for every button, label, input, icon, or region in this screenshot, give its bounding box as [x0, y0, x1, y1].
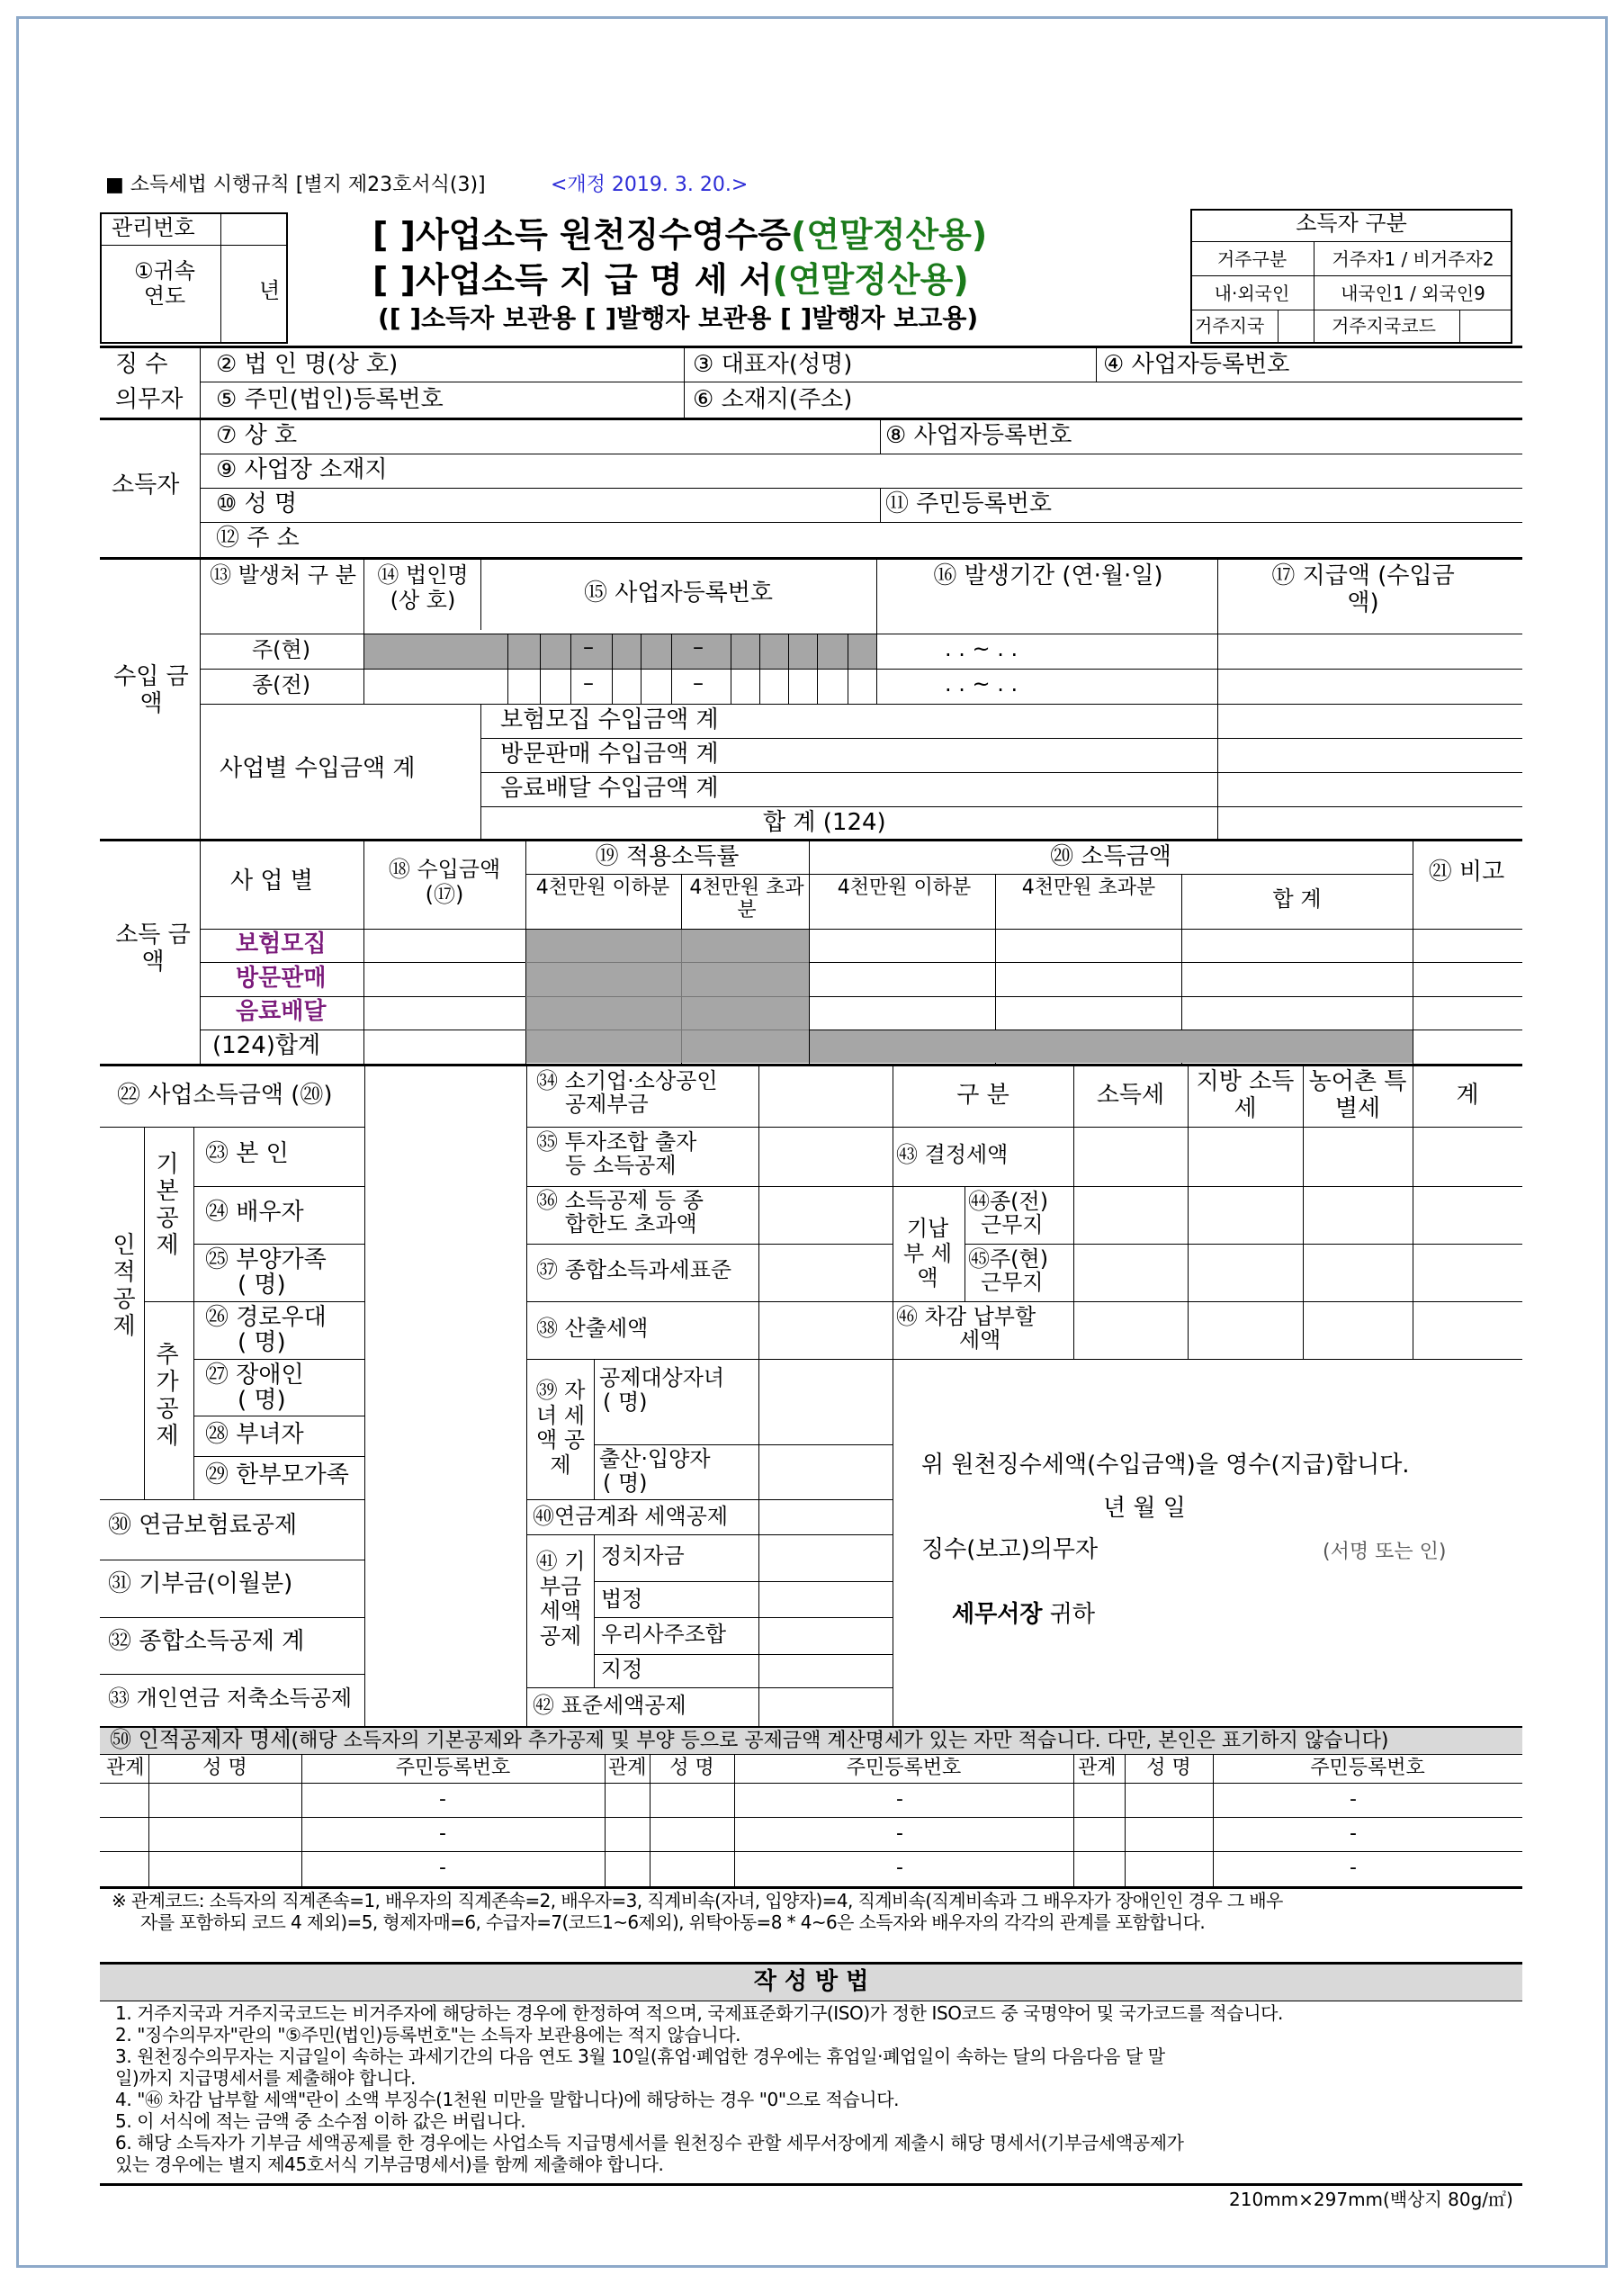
code-note-2: 자를 포함하되 코드 4 제외)=5, 형제자매=6, 수급자=7(코드1~6제외), 위탁아동=8 * 4~6은 소득자와 배우자의 각각의 관계를 포함합니다. [140, 1911, 1206, 1933]
h-local-tax: 지방 소득세 [1196, 1068, 1295, 1122]
instr-3b: 일)까지 지급명세서를 제출해야 합니다. [115, 2067, 416, 2089]
f25b: ( 명) [238, 1272, 286, 1299]
h21: ㉑ 비고 [1428, 859, 1505, 886]
h-division: 구 분 [956, 1082, 1009, 1109]
instr-3: 3. 원천징수의무자는 지급일이 속하는 과세기간의 다음 연도 3월 10일(휴업·폐업한 경우에는 휴업일·폐업일이 속하는 달의 다음다음 달 말 [115, 2046, 1165, 2067]
f26b: ( 명) [238, 1329, 286, 1356]
receipt-statement: 위 원천징수세액(수입금액)을 영수(지급)합니다. [921, 1452, 1410, 1479]
dep-rel-3: 관계 [1078, 1757, 1117, 1779]
receipt-date: 년 월 일 [1103, 1495, 1186, 1522]
sub-d: 4천만원 초과분 [1021, 877, 1156, 899]
subtotal-beverage: 음료배달 수입금액 계 [500, 775, 719, 802]
payer-address-label: ⑥ 소재지(주소) [693, 386, 853, 413]
basic-deduction-label: 기본공제 [156, 1151, 179, 1259]
extra-deduction-label: 추가공제 [156, 1342, 179, 1450]
sub-e: 합 계 [1272, 886, 1322, 912]
payer-bizreg-label: ④ 사업자등록번호 [1103, 351, 1290, 378]
f42: ㊷ 표준세액공제 [533, 1693, 686, 1718]
f33: ㉝ 개인연금 저축소득공제 [108, 1686, 353, 1711]
earner-type-title: 소득자 구분 [1296, 211, 1407, 236]
title-line2: [ ]사업소득 지 급 명 세 서(연말정산용) [372, 260, 969, 300]
f41d: 지정 [601, 1657, 643, 1682]
sub-a: 4천만원 이하분 [535, 877, 670, 899]
dep-rel-1: 관계 [106, 1757, 145, 1779]
representative-label: ③ 대표자(성명) [693, 351, 853, 378]
dep-name-2: 성 명 [669, 1757, 714, 1779]
dep-id-3: 주민등록번호 [1310, 1757, 1425, 1779]
instr-4: 4. "㊻ 차감 납부할 세액"란이 소액 부징수(1천원 미만을 말합니다)에 해당하는 경우 "0"으로 적습니다. [115, 2089, 900, 2110]
period-prev: . . ~ . . [945, 671, 1018, 697]
f45a: ㊺주(현) [968, 1246, 1049, 1272]
f36a: ㊱ 소득공제 등 종 [536, 1188, 704, 1213]
dep-dash-1-1: - [439, 1788, 446, 1811]
instr-2: 2. "징수의무자"란의 "⑤주민(법인)등록번호"는 소득자 보관용에는 적지 않습니다. [115, 2024, 741, 2046]
row-insurance: 보험모집 [236, 931, 327, 958]
dep-dash-3-2: - [896, 1857, 903, 1879]
row-previous: 종(전) [252, 672, 311, 697]
dependents-title-row: ㊿ 인적공제자 명세(해당 소득자의 기본공제와 추가공제 및 부양 등으로 공제금액 계산명세가 있는 자만 적습니다. 다만, 본인은 표기하지 않습니다) [110, 1727, 1389, 1752]
period-cur: . . ~ . . [945, 636, 1018, 661]
country-label: 거주지국 [1195, 315, 1265, 337]
dep-dash-1-2: - [896, 1788, 903, 1811]
h-total: 계 [1456, 1082, 1479, 1109]
f44a: ㊹종(전) [968, 1189, 1049, 1214]
tax-office: 세무서장 귀하 [952, 1601, 1095, 1628]
h16: ⑯ 발생기간 (연·월·일) [933, 562, 1163, 589]
f32: ㉜ 종합소득공제 계 [108, 1628, 305, 1655]
receipt-sign: (서명 또는 인) [1323, 1541, 1447, 1563]
dep-dash-3-1: - [439, 1857, 446, 1879]
instructions-title: 작 성 방 법 [753, 1968, 869, 1995]
f31: ㉛ 기부금(이월분) [108, 1570, 293, 1597]
earner-id-label: ⑪ 주민등록번호 [885, 490, 1052, 517]
f39: ㊴ 자녀 세액 공제 [535, 1378, 586, 1478]
title-line1: [ ]사업소득 원천징수영수증(연말정산용) [372, 215, 988, 255]
title-line3: ([ ]소득자 보관용 [ ]발행자 보관용 [ ]발행자 보고용) [378, 303, 979, 333]
residency-value: 거주자1 / 비거주자2 [1332, 248, 1494, 270]
h17: ⑰ 지급액 (수입금액) [1271, 562, 1455, 616]
h-income-tax: 소득세 [1096, 1082, 1165, 1109]
dash-prev-1: – [583, 670, 594, 696]
year-label: ①귀속 연도 [134, 258, 195, 309]
f29: ㉙ 한부모가족 [205, 1461, 349, 1488]
form-rule: ■ 소득세법 시행규칙 [별지 제23호서식(3)] [105, 174, 486, 196]
row-beverage: 음료배달 [236, 998, 327, 1025]
f40: ㊵연금계좌 세액공제 [533, 1504, 729, 1529]
paper-spec: 210mm×297mm(백상지 80g/㎡) [1229, 2189, 1513, 2210]
h13: ⑬ 발생처 구 분 [210, 562, 356, 588]
instr-6b: 있는 경우에는 별지 제45호서식 기부금명세서)를 함께 제출해야 합니다. [115, 2154, 664, 2175]
subtotal-insurance: 보험모집 수입금액 계 [500, 706, 719, 733]
f41: ㊶ 기부금 세액 공제 [535, 1549, 586, 1649]
f27b: ( 명) [238, 1387, 286, 1414]
biz-total-label: 사업별 수입금액 계 [220, 755, 416, 782]
mgmt-no-label: 관리번호 [112, 215, 195, 240]
dep-dash-3-3: - [1350, 1857, 1357, 1879]
dep-dash-2-3: - [1350, 1822, 1357, 1845]
f41b: 법정 [601, 1587, 643, 1612]
h-biz: 사 업 별 [230, 868, 313, 895]
f39a: 공제대상자녀 [599, 1365, 725, 1390]
h15: ⑮ 사업자등록번호 [583, 580, 774, 607]
year-unit: 년 [259, 278, 281, 303]
f41a: 정치자금 [601, 1543, 685, 1569]
f25a: ㉕ 부양가족 [205, 1246, 327, 1273]
sub-c: 4천만원 이하분 [837, 877, 972, 899]
f44b: 근무지 [981, 1212, 1044, 1237]
dep-id-2: 주민등록번호 [846, 1757, 962, 1779]
f38: ㊳ 산출세액 [536, 1316, 649, 1341]
earner-address-label: ⑫ 주 소 [216, 525, 300, 552]
dep-name-3: 성 명 [1146, 1757, 1191, 1779]
f23: ㉓ 본 인 [205, 1140, 289, 1167]
dep-dash-1-3: - [1350, 1788, 1357, 1811]
payer-id-label: ⑤ 주민(법인)등록번호 [216, 386, 444, 413]
dash-cur-2: – [693, 634, 704, 660]
h14: ⑭ 법인명 (상 호) [377, 562, 469, 613]
instr-6: 6. 해당 소득자가 기부금 세액공제를 한 경우에는 사업소득 지급명세서를 원천징수 관할 세무서장에게 제출시 해당 명세서(기부금세액공제가 [115, 2132, 1184, 2154]
dep-id-1: 주민등록번호 [395, 1757, 511, 1779]
row-current: 주(현) [252, 637, 311, 662]
f46b: 세액 [959, 1327, 1001, 1353]
income-label: 수입 금액 [113, 663, 189, 717]
subtotal-door: 방문판매 수입금액 계 [500, 741, 719, 768]
f39c: 출산·입양자 [599, 1446, 711, 1471]
dep-dash-2-2: - [896, 1822, 903, 1845]
earner-name-label: ⑩ 성 명 [216, 490, 298, 517]
dep-name-1: 성 명 [202, 1757, 247, 1779]
sub-b: 4천만원 초과분 [689, 877, 804, 922]
f24: ㉔ 배우자 [205, 1199, 304, 1226]
f45b: 근무지 [981, 1270, 1044, 1295]
f46a: ㊻ 차감 납부할 [896, 1304, 1036, 1329]
instr-1: 1. 거주지국과 거주지국코드는 비거주자에 해당하는 경우에 한정하여 적으며, 국제표준화기구(ISO)가 정한 ISO코드 중 국명약어 및 국가코드를 적습니다. [115, 2002, 1283, 2024]
f39b: ( 명) [603, 1389, 648, 1415]
f39d: ( 명) [603, 1470, 648, 1496]
personal-deduction-label: 인 적 공 제 [112, 1232, 136, 1340]
payer-label-1: 징 수 [115, 351, 168, 378]
f43: ㊸ 결정세액 [896, 1142, 1009, 1167]
nationality-value: 내국인1 / 외국인9 [1341, 283, 1485, 304]
f41c: 우리사주조합 [601, 1622, 727, 1647]
prepaid-label: 기납부 세액 [903, 1216, 952, 1291]
f26a: ㉖ 경로우대 [205, 1304, 327, 1331]
h-rural-tax: 농어촌 특별세 [1308, 1068, 1407, 1122]
dep-rel-2: 관계 [608, 1757, 647, 1779]
row-door-sales: 방문판매 [236, 965, 327, 992]
dep-dash-2-1: - [439, 1822, 446, 1845]
instr-5: 5. 이 서식에 적는 금액 중 소수점 이하 값은 버립니다. [115, 2110, 526, 2132]
f27a: ㉗ 장애인 [205, 1362, 304, 1389]
receipt-payer: 징수(보고)의무자 [921, 1536, 1099, 1563]
f34b: 공제부금 [565, 1092, 649, 1117]
f30: ㉚ 연금보험료공제 [108, 1512, 298, 1539]
revision-date: <개정 2019. 3. 20.> [551, 174, 749, 196]
country-code-label: 거주지국코드 [1332, 315, 1436, 337]
f37: ㊲ 종합소득과세표준 [536, 1257, 732, 1282]
f22-label: ㉒ 사업소득금액 (⑳) [117, 1082, 333, 1109]
f36b: 합한도 초과액 [565, 1211, 697, 1236]
dash-cur-1: – [583, 634, 594, 660]
nationality-label: 내·외국인 [1214, 283, 1290, 304]
payer-label-2: 의무자 [115, 386, 184, 413]
f35b: 등 소득공제 [565, 1153, 677, 1178]
f34a: ㉞ 소기업·소상공인 [536, 1068, 718, 1093]
h18: ⑱ 수입금액 (⑰) [388, 857, 501, 907]
code-note-1: ※ 관계코드: 소득자의 직계존속=1, 배우자의 직계존속=2, 배우자=3, 직계비속(자녀, 입양자)=4, 직계비속(직계비속과 그 배우자가 장애인인 경우 그 배우 [112, 1890, 1283, 1911]
earner-trade-name-label: ⑦ 상 호 [216, 422, 298, 449]
earner-bizreg-label: ⑧ 사업자등록번호 [885, 422, 1072, 449]
f28: ㉘ 부녀자 [205, 1421, 304, 1448]
row-total: (124)합계 [212, 1032, 321, 1059]
f35a: ㉟ 투자조합 출자 [536, 1129, 697, 1155]
residency-label: 거주구분 [1216, 248, 1288, 270]
earner-label: 소득자 [112, 472, 180, 499]
h19: ⑲ 적용소득률 [595, 843, 740, 870]
h20: ⑳ 소득금액 [1050, 843, 1171, 870]
income-total: 합 계 (124) [763, 809, 886, 836]
earned-label: 소득 금액 [115, 922, 191, 976]
corp-name-label: ② 법 인 명(상 호) [216, 351, 399, 378]
earner-workplace-label: ⑨ 사업장 소재지 [216, 456, 388, 483]
dash-prev-2: – [693, 670, 704, 696]
